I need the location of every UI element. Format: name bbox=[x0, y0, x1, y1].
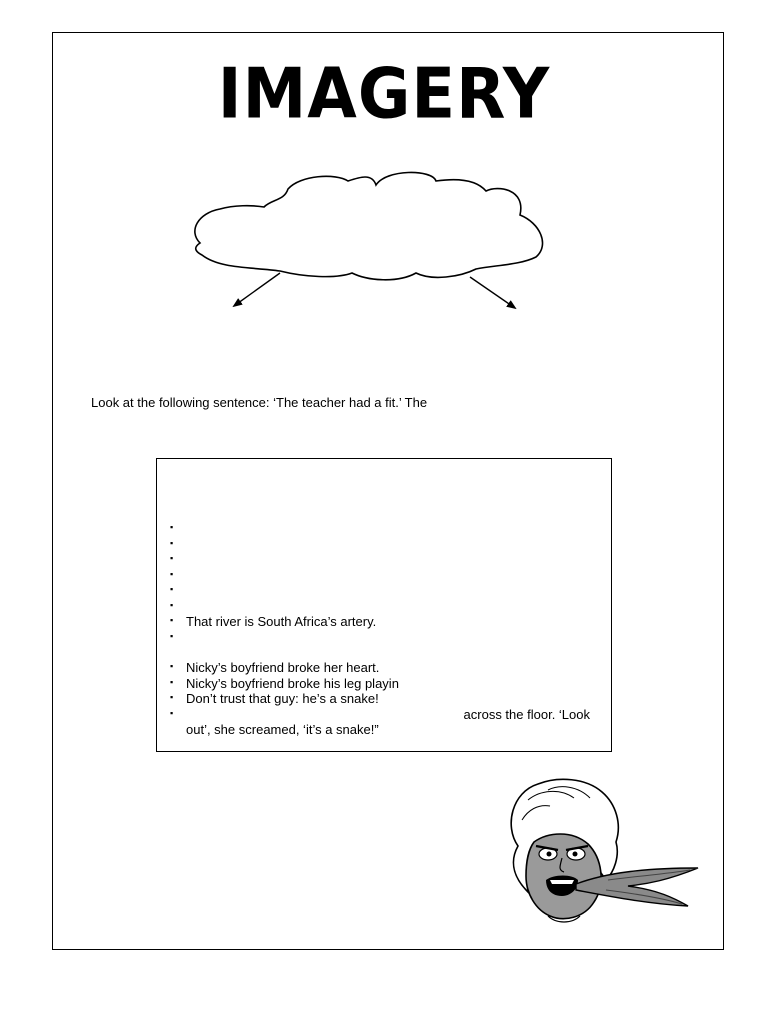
list-item: ▪ Nicky’s boyfriend broke his leg playin bbox=[170, 676, 590, 692]
list-item-last bbox=[170, 707, 590, 723]
left-arrow bbox=[234, 273, 280, 306]
list-item bbox=[170, 521, 590, 537]
page-title: IMAGERY bbox=[217, 55, 551, 135]
list-item bbox=[170, 568, 590, 584]
list-item bbox=[170, 552, 590, 568]
list-item: ▪ Don’t trust that guy: he’s a snake! bbox=[170, 691, 590, 707]
mind-map-diagram bbox=[180, 165, 560, 325]
examples-list bbox=[170, 521, 590, 738]
list-item bbox=[170, 630, 590, 646]
last-bullet-continuation: out’, she screamed, ‘it’s a snake!” bbox=[186, 722, 379, 737]
list-item bbox=[170, 537, 590, 553]
list-item bbox=[170, 583, 590, 599]
list-item: ▪ That river is South Africa’s artery. bbox=[170, 614, 590, 630]
angry-woman-illustration bbox=[498, 776, 703, 926]
list-item bbox=[170, 599, 590, 615]
intro-sentence: Look at the following sentence: ‘The teacher had a fit.’ The bbox=[91, 395, 428, 410]
last-bullet-text: ▪ across the floor. ‘Look bbox=[463, 706, 590, 722]
cloud-shape bbox=[195, 172, 543, 279]
list-item: ▪ Nicky’s boyfriend broke her heart. bbox=[170, 660, 590, 676]
right-arrow bbox=[470, 277, 515, 308]
